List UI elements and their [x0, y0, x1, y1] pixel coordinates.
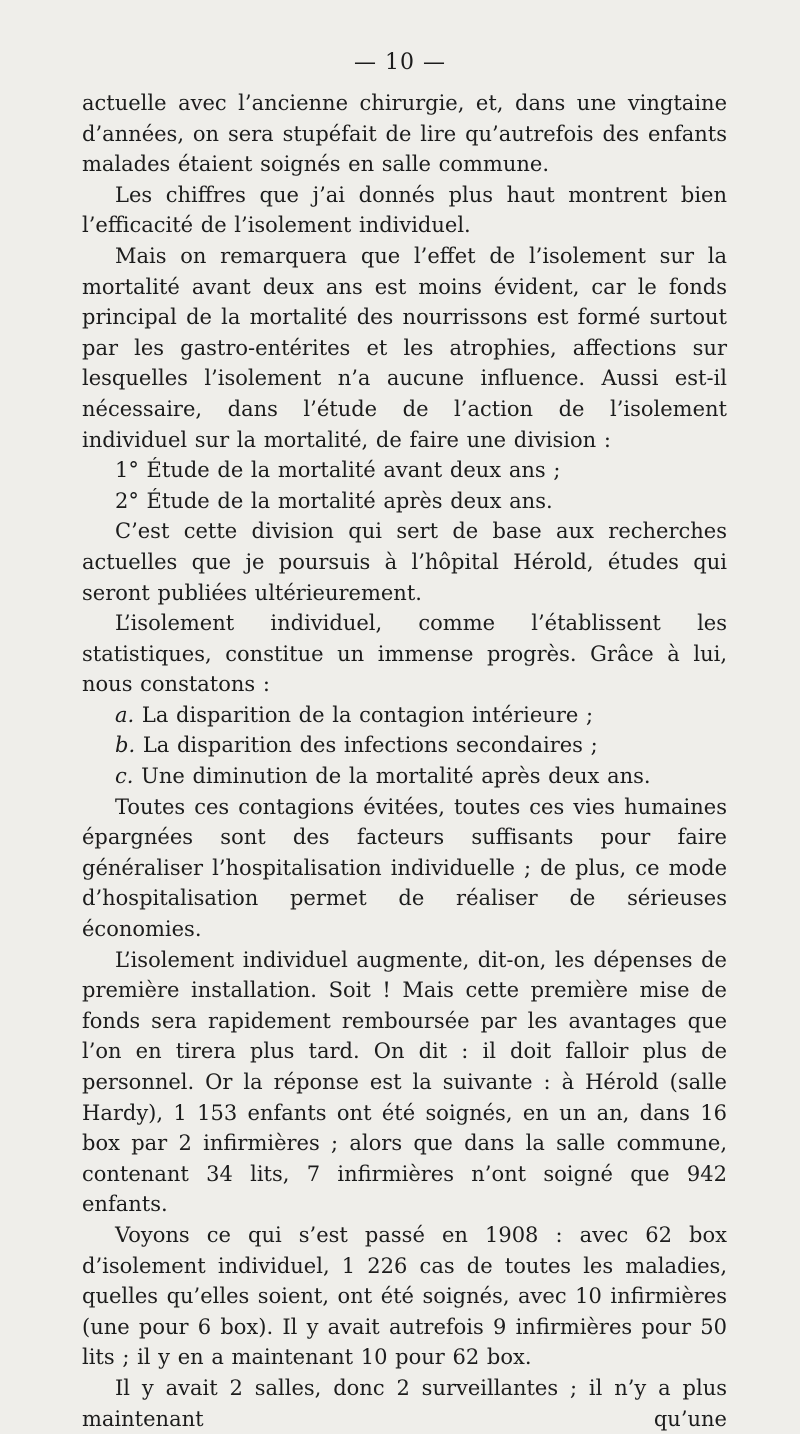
paragraph: Les chiffres que j’ai donnés plus haut montrent bien l’efficacité de l’isolement individuel.	[82, 182, 727, 238]
paragraph: Mais on remarquera que l’effet de l’isolement sur la mortalité avant deux ans est moins évident, car le fonds principal de la mortalité des nourrissons est formé surtout par les gastro-entérites et les atrophies, affections sur lesquelles l’isolement n’a aucune influence. Aussi est-il nécessaire, dans l’étude de l’action de l’isolement individuel sur la mortalité, de faire une division :	[82, 243, 727, 452]
list-item-text: Une diminution de la mortalité après deux ans.	[141, 764, 651, 789]
paragraph: Voyons ce qui s’est passé en 1908 : avec 62 box d’isolement individuel, 1 226 cas de toutes les maladies, quelles qu’elles soient, ont été soignés, avec 10 infirmières (une pour 6 box). Il y avait autrefois 9 infirmières pour 50 lits ; il y en a maintenant 10 pour 62 box.	[82, 1222, 727, 1370]
list-marker: a.	[115, 702, 135, 727]
paragraph: L’isolement individuel, comme l’établissent les statistiques, constitue un immense progrès. Grâce à lui, nous constatons :	[82, 611, 727, 697]
list-item-text: La disparition de la contagion intérieure ;	[141, 702, 594, 727]
page-number: — 10 —	[354, 50, 446, 75]
list-item	[82, 730, 727, 761]
list-marker: b.	[115, 733, 136, 758]
list-item	[82, 700, 727, 731]
paragraph: C’est cette division qui sert de base aux recherches actuelles que je poursuis à l’hôpital Hérold, études qui seront publiées ultérieurement.	[82, 519, 727, 605]
paragraph: L’isolement individuel augmente, dit-on, les dépenses de première installation. Soit ! Mais cette première mise de fonds sera rapidement remboursée par les avantages que l’on en tirera plus tard. On dit : il doit falloir plus de personnel. Or la réponse est la suivante : à Hérold (salle Hardy), 1 153 enfants ont été soignés, en un an, dans 16 box par 2 infirmières ; alors que dans la salle commune, contenant 34 lits, 7 infirmières n’ont soigné que 942 enfants.	[82, 947, 727, 1217]
list-item	[82, 761, 727, 792]
division-item: 2° Étude de la mortalité après deux ans.	[115, 488, 553, 513]
paragraph: actuelle avec l’ancienne chirurgie, et, dans une vingtaine d’années, on sera stupéfait de lire qu’autrefois des enfants malades étaient soignés en salle commune.	[82, 91, 727, 177]
list-item-text: La disparition des infections secondaires ;	[142, 733, 598, 758]
paragraph: Toutes ces contagions évitées, toutes ces vies humaines épargnées sont des facteurs suffisants pour faire généraliser l’hospitalisation individuelle ; de plus, ce mode d’hospitalisation permet de réaliser de sérieuses économies.	[82, 794, 727, 942]
division-item: 1° Étude de la mortalité avant deux ans ;	[115, 458, 561, 483]
page-body	[82, 88, 727, 1434]
list-marker: c.	[115, 764, 134, 789]
paragraph: Il y avait 2 salles, donc 2 surveillantes ; il n’y a plus maintenant qu’une	[82, 1375, 727, 1431]
